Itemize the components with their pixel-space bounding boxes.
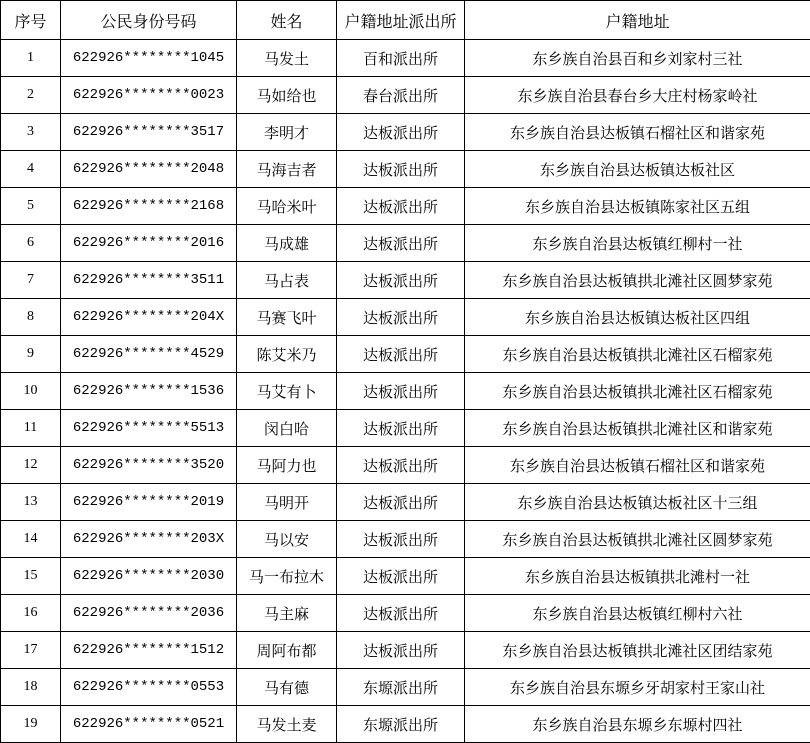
address-cell: 东乡族自治县达板镇红柳村一社 (465, 225, 810, 262)
name-cell: 马占表 (237, 262, 337, 299)
address-cell: 东乡族自治县达板镇达板社区四组 (465, 299, 810, 336)
address-cell: 东乡族自治县达板镇达板社区 (465, 151, 810, 188)
name-cell: 马有德 (237, 669, 337, 706)
name-cell: 马如给也 (237, 77, 337, 114)
table-row (1, 373, 810, 410)
id-number-cell: 622926********2048 (61, 151, 237, 188)
address-cell: 东乡族自治县达板镇拱北滩社区圆梦家苑 (465, 262, 810, 299)
name-cell: 马以安 (237, 521, 337, 558)
name-cell: 陈艾米乃 (237, 336, 337, 373)
seq-cell: 7 (1, 262, 61, 299)
header-address: 户籍地址 (465, 1, 810, 40)
id-number-cell: 622926********1512 (61, 632, 237, 669)
table-row (1, 706, 810, 743)
id-number-cell: 622926********2168 (61, 188, 237, 225)
id-number-cell: 622926********2016 (61, 225, 237, 262)
id-number-cell: 622926********2036 (61, 595, 237, 632)
id-number-cell: 622926********3517 (61, 114, 237, 151)
name-cell: 马艾有卜 (237, 373, 337, 410)
id-number-cell: 622926********0553 (61, 669, 237, 706)
table-row (1, 336, 810, 373)
name-cell: 马哈米叶 (237, 188, 337, 225)
id-number-cell: 622926********0023 (61, 77, 237, 114)
seq-cell: 15 (1, 558, 61, 595)
name-cell: 马发土麦 (237, 706, 337, 743)
name-cell: 马一布拉木 (237, 558, 337, 595)
table-body (1, 40, 810, 743)
name-cell: 马赛飞叶 (237, 299, 337, 336)
table-header-row (1, 1, 810, 40)
id-number-cell: 622926********4529 (61, 336, 237, 373)
header-id-number: 公民身份号码 (61, 1, 237, 40)
table-row (1, 669, 810, 706)
seq-cell: 2 (1, 77, 61, 114)
seq-cell: 16 (1, 595, 61, 632)
id-number-cell: 622926********1536 (61, 373, 237, 410)
address-cell: 东乡族自治县达板镇陈家社区五组 (465, 188, 810, 225)
seq-cell: 8 (1, 299, 61, 336)
id-number-cell: 622926********0521 (61, 706, 237, 743)
police-station-cell: 达板派出所 (337, 225, 465, 262)
seq-cell: 19 (1, 706, 61, 743)
police-station-cell: 达板派出所 (337, 188, 465, 225)
police-station-cell: 百和派出所 (337, 40, 465, 77)
table-row (1, 299, 810, 336)
table-row (1, 77, 810, 114)
seq-cell: 10 (1, 373, 61, 410)
police-station-cell: 达板派出所 (337, 151, 465, 188)
table-row (1, 188, 810, 225)
police-station-cell: 达板派出所 (337, 447, 465, 484)
name-cell: 李明才 (237, 114, 337, 151)
table-row (1, 521, 810, 558)
name-cell: 周阿布都 (237, 632, 337, 669)
seq-cell: 4 (1, 151, 61, 188)
address-cell: 东乡族自治县达板镇拱北滩社区石榴家苑 (465, 373, 810, 410)
police-station-cell: 达板派出所 (337, 262, 465, 299)
table-row (1, 225, 810, 262)
id-number-cell: 622926********203X (61, 521, 237, 558)
header-police-station: 户籍地址派出所 (337, 1, 465, 40)
police-station-cell: 达板派出所 (337, 336, 465, 373)
police-station-cell: 达板派出所 (337, 114, 465, 151)
police-station-cell: 达板派出所 (337, 558, 465, 595)
address-cell: 东乡族自治县达板镇石榴社区和谐家苑 (465, 114, 810, 151)
seq-cell: 1 (1, 40, 61, 77)
seq-cell: 12 (1, 447, 61, 484)
table-row (1, 40, 810, 77)
address-cell: 东乡族自治县春台乡大庄村杨家岭社 (465, 77, 810, 114)
name-cell: 马阿力也 (237, 447, 337, 484)
table-row (1, 114, 810, 151)
table-row (1, 151, 810, 188)
table-row (1, 262, 810, 299)
table-row (1, 632, 810, 669)
table-row (1, 484, 810, 521)
seq-cell: 5 (1, 188, 61, 225)
id-number-cell: 622926********2030 (61, 558, 237, 595)
name-cell: 马成雄 (237, 225, 337, 262)
address-cell: 东乡族自治县达板镇达板社区十三组 (465, 484, 810, 521)
id-number-cell: 622926********3520 (61, 447, 237, 484)
table-row (1, 595, 810, 632)
name-cell: 马主麻 (237, 595, 337, 632)
header-name: 姓名 (237, 1, 337, 40)
name-cell: 马明开 (237, 484, 337, 521)
seq-cell: 18 (1, 669, 61, 706)
address-cell: 东乡族自治县达板镇拱北滩社区和谐家苑 (465, 410, 810, 447)
police-station-cell: 东塬派出所 (337, 706, 465, 743)
id-number-cell: 622926********5513 (61, 410, 237, 447)
seq-cell: 3 (1, 114, 61, 151)
name-cell: 马海吉者 (237, 151, 337, 188)
address-cell: 东乡族自治县东塬乡牙胡家村王家山社 (465, 669, 810, 706)
name-cell: 马发土 (237, 40, 337, 77)
id-number-cell: 622926********2019 (61, 484, 237, 521)
address-cell: 东乡族自治县达板镇红柳村六社 (465, 595, 810, 632)
id-number-cell: 622926********1045 (61, 40, 237, 77)
address-cell: 东乡族自治县达板镇拱北滩社区团结家苑 (465, 632, 810, 669)
address-cell: 东乡族自治县达板镇拱北滩村一社 (465, 558, 810, 595)
table-row (1, 410, 810, 447)
police-station-cell: 达板派出所 (337, 595, 465, 632)
name-cell: 闵白哈 (237, 410, 337, 447)
seq-cell: 17 (1, 632, 61, 669)
police-station-cell: 达板派出所 (337, 521, 465, 558)
seq-cell: 11 (1, 410, 61, 447)
seq-cell: 9 (1, 336, 61, 373)
police-station-cell: 春台派出所 (337, 77, 465, 114)
address-cell: 东乡族自治县百和乡刘家村三社 (465, 40, 810, 77)
id-number-cell: 622926********3511 (61, 262, 237, 299)
police-station-cell: 达板派出所 (337, 410, 465, 447)
police-station-cell: 达板派出所 (337, 632, 465, 669)
address-cell: 东乡族自治县东塬乡东塬村四社 (465, 706, 810, 743)
address-cell: 东乡族自治县达板镇石榴社区和谐家苑 (465, 447, 810, 484)
seq-cell: 6 (1, 225, 61, 262)
table-row (1, 558, 810, 595)
police-station-cell: 达板派出所 (337, 299, 465, 336)
id-number-cell: 622926********204X (61, 299, 237, 336)
seq-cell: 14 (1, 521, 61, 558)
seq-cell: 13 (1, 484, 61, 521)
address-cell: 东乡族自治县达板镇拱北滩社区石榴家苑 (465, 336, 810, 373)
header-seq: 序号 (1, 1, 61, 40)
police-station-cell: 达板派出所 (337, 373, 465, 410)
table-row (1, 447, 810, 484)
police-station-cell: 东塬派出所 (337, 669, 465, 706)
address-cell: 东乡族自治县达板镇拱北滩社区圆梦家苑 (465, 521, 810, 558)
police-station-cell: 达板派出所 (337, 484, 465, 521)
